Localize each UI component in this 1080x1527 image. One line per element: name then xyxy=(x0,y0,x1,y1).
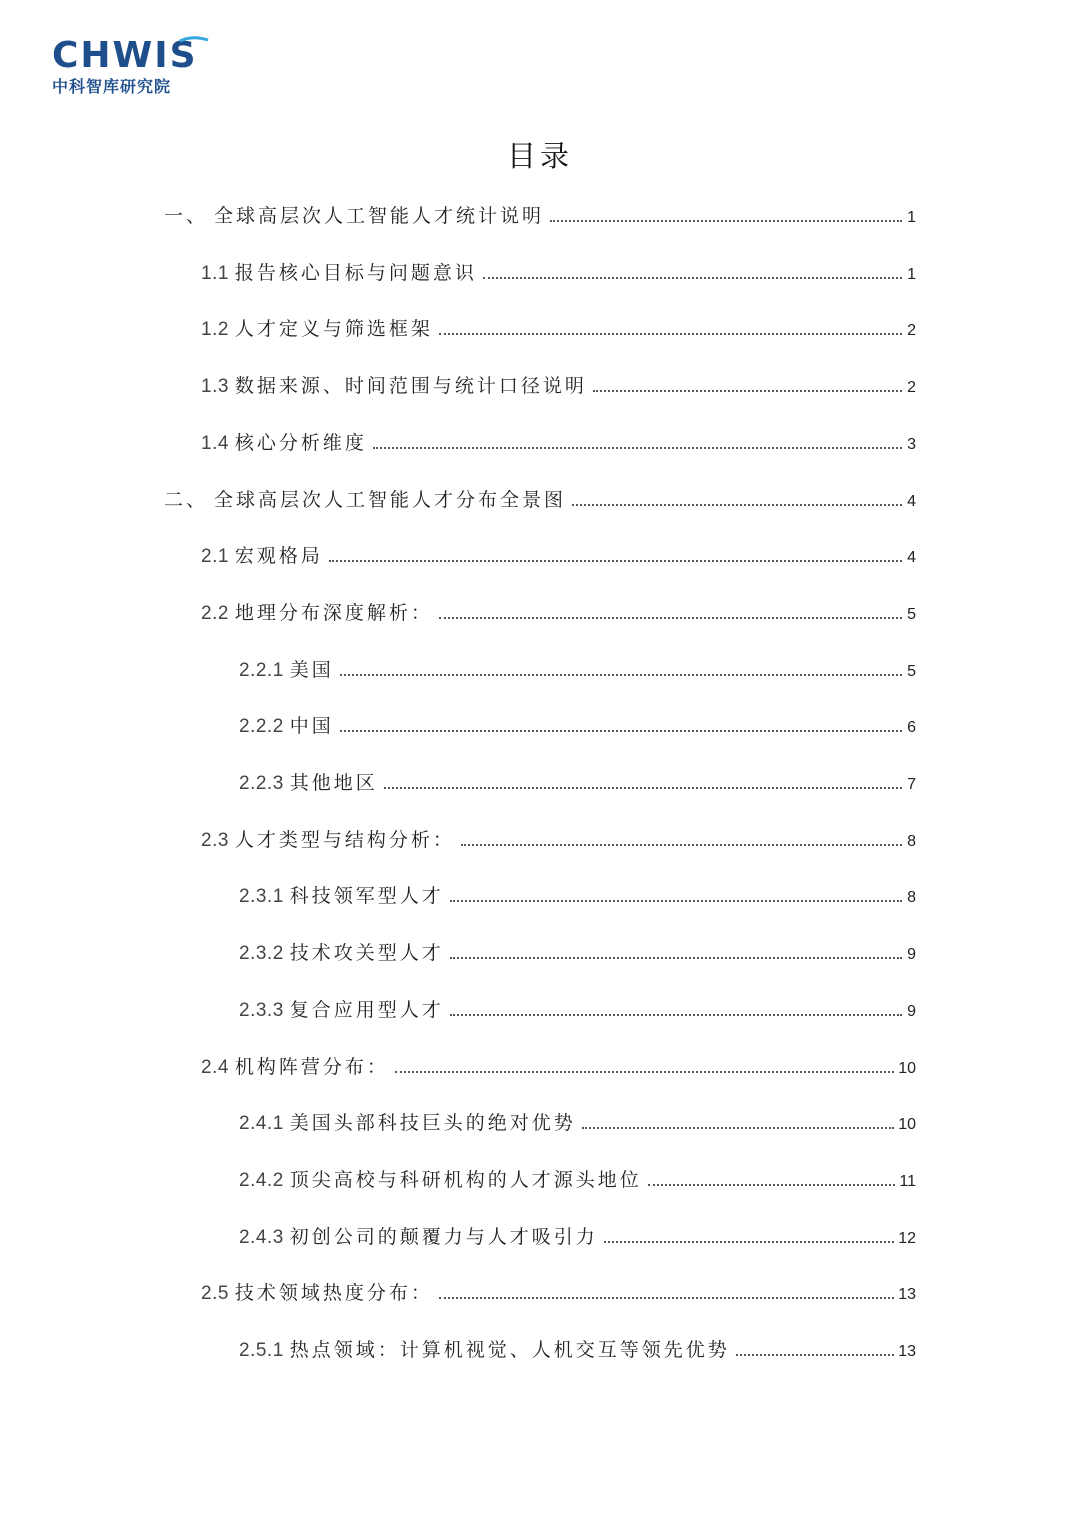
toc-entry-text: 技术领域热度分布： xyxy=(234,1282,433,1305)
toc-entry-number: 2.2.1 xyxy=(239,659,284,681)
toc-dot-leader xyxy=(439,333,902,335)
toc-entry-label xyxy=(201,1278,433,1305)
toc-page-number: 9 xyxy=(907,1002,916,1020)
toc-entry-text: 美国头部科技巨头的绝对优势 xyxy=(289,1112,576,1135)
toc-page-number: 4 xyxy=(907,549,916,567)
toc-entry-label xyxy=(201,314,433,341)
toc-page-number: 11 xyxy=(899,1172,916,1190)
toc-entry-text: 全球高层次人工智能人才统计说明 xyxy=(214,205,545,227)
toc-entry-number: 2.3.3 xyxy=(239,999,284,1021)
toc-entry-text: 核心分析维度 xyxy=(234,431,367,454)
toc-page-number: 3 xyxy=(907,435,916,453)
toc-entry[interactable] xyxy=(201,1049,916,1079)
toc-entry-number: 1.2 xyxy=(201,319,229,341)
toc-entry[interactable] xyxy=(201,368,916,398)
toc-entry-number: 2.4.2 xyxy=(239,1169,284,1191)
toc-page-number: 2 xyxy=(907,322,916,340)
logo-subtitle: 中科智库研究院 xyxy=(52,77,172,96)
toc-dot-leader xyxy=(582,1127,894,1129)
toc-entry-number: 2.3 xyxy=(201,829,229,851)
toc-entry[interactable] xyxy=(239,1162,916,1192)
toc-page-number: 9 xyxy=(907,946,916,964)
toc-entry-number: 2.4.1 xyxy=(239,1113,284,1135)
toc-page-number: 12 xyxy=(898,1229,916,1247)
toc-entry-text: 美国 xyxy=(289,658,334,681)
toc-entry[interactable] xyxy=(201,1275,916,1305)
toc-entry-label xyxy=(239,881,444,908)
toc-page-number: 1 xyxy=(907,265,916,283)
toc-entry-text: 机构阵营分布： xyxy=(234,1055,389,1078)
toc-entry[interactable] xyxy=(164,482,916,512)
toc-entry-label xyxy=(201,371,587,398)
toc-entry[interactable] xyxy=(201,425,916,455)
toc-dot-leader xyxy=(648,1184,896,1186)
toc-dot-leader xyxy=(572,504,902,506)
toc-entry[interactable] xyxy=(201,595,916,625)
toc-dot-leader xyxy=(450,957,902,959)
toc-dot-leader xyxy=(395,1071,894,1073)
toc-entry-label xyxy=(239,1108,576,1135)
toc-page-number: 5 xyxy=(907,662,916,680)
chwis-logo-icon xyxy=(52,36,222,72)
toc-dot-leader xyxy=(384,787,902,789)
toc-entry-label xyxy=(239,711,334,738)
toc-entry-label xyxy=(164,485,566,512)
toc-page-number: 4 xyxy=(907,492,916,510)
toc-entry-label xyxy=(201,541,323,568)
toc-page-number: 2 xyxy=(907,379,916,397)
toc-entry[interactable] xyxy=(239,765,916,795)
toc-entry-number: 2.2.3 xyxy=(239,773,284,794)
toc-entry-number: 2.1 xyxy=(201,546,229,568)
toc-entry-text: 其他地区 xyxy=(289,772,378,794)
toc-entry-label xyxy=(201,428,367,455)
toc-page-number: 7 xyxy=(907,776,916,793)
toc-title: 目录 xyxy=(506,139,573,173)
toc-entry-number: 2.3.1 xyxy=(239,886,284,908)
toc-entry[interactable] xyxy=(201,538,916,568)
toc-entry-label xyxy=(239,768,378,795)
toc-page-number: 8 xyxy=(907,832,916,850)
toc-entry-text: 技术攻关型人才 xyxy=(289,942,444,965)
toc-entry-text: 报告核心目标与问题意识 xyxy=(234,261,477,284)
toc-entry[interactable] xyxy=(239,652,916,682)
toc-entry-label xyxy=(239,1335,730,1362)
toc-dot-leader xyxy=(736,1354,894,1356)
toc-page-number: 1 xyxy=(907,209,916,226)
toc-entry-label xyxy=(164,201,544,228)
toc-entry-number: 2.5.1 xyxy=(239,1340,284,1361)
toc-entry[interactable] xyxy=(201,255,916,285)
toc-entry-number: 1.3 xyxy=(201,376,229,398)
toc-entry[interactable] xyxy=(239,1105,916,1135)
toc-page-number: 8 xyxy=(907,889,916,907)
toc-page-number: 5 xyxy=(907,605,916,623)
toc-entry-text: 人才定义与筛选框架 xyxy=(234,318,433,341)
logo-wordmark: CHWIS xyxy=(52,36,198,72)
toc-entry-text: 初创公司的颠覆力与人才吸引力 xyxy=(289,1225,598,1248)
toc-dot-leader xyxy=(439,617,902,619)
toc-dot-leader xyxy=(461,844,902,846)
toc-page-number: 6 xyxy=(907,719,916,737)
toc-entry-text: 顶尖高校与科研机构的人才源头地位 xyxy=(289,1168,642,1191)
toc-entry-number: 1.1 xyxy=(201,262,229,284)
toc-entry-label xyxy=(239,1222,598,1249)
toc-dot-leader xyxy=(340,674,902,676)
toc-entry-label xyxy=(201,825,455,852)
toc-dot-leader xyxy=(329,560,902,562)
toc-dot-leader xyxy=(450,1014,902,1016)
toc-dot-leader xyxy=(439,1297,894,1299)
toc-entry-text: 宏观格局 xyxy=(234,545,323,568)
toc-entry-text: 热点领域：计算机视觉、人机交互等领先优势 xyxy=(289,1339,730,1361)
toc-dot-leader xyxy=(483,277,902,279)
toc-entry[interactable] xyxy=(239,878,916,908)
toc-entry-label xyxy=(201,258,477,285)
toc-entry[interactable] xyxy=(164,198,916,228)
toc-entry-text: 全球高层次人工智能人才分布全景图 xyxy=(214,488,567,511)
toc-dot-leader xyxy=(340,730,902,732)
toc-entry-number: 二、 xyxy=(164,488,209,511)
toc-entry-label xyxy=(239,1165,642,1192)
toc-entry-text: 数据来源、时间范围与统计口径说明 xyxy=(234,375,587,398)
toc-entry-number: 2.5 xyxy=(201,1283,229,1305)
toc-entry-text: 复合应用型人才 xyxy=(289,998,444,1021)
toc-entry-text: 人才类型与结构分析： xyxy=(234,828,455,851)
toc-entry-number: 2.4 xyxy=(201,1056,229,1078)
logo xyxy=(52,36,222,96)
toc-page-number: 13 xyxy=(898,1343,916,1360)
toc-dot-leader xyxy=(593,390,902,392)
toc-entry-text: 科技领军型人才 xyxy=(289,885,444,908)
toc-entry-label xyxy=(239,995,444,1022)
toc-dot-leader xyxy=(604,1241,894,1243)
toc-page-number: 10 xyxy=(898,1116,916,1134)
toc-entry[interactable] xyxy=(201,822,916,852)
toc-entry[interactable] xyxy=(201,311,916,341)
toc-entry[interactable] xyxy=(239,992,916,1022)
toc-entry-label xyxy=(201,1052,389,1079)
toc-page-number: 13 xyxy=(898,1286,916,1304)
toc-entry-number: 2.3.2 xyxy=(239,943,284,965)
toc-entry-number: 1.4 xyxy=(201,432,229,454)
toc-page-number: 10 xyxy=(898,1059,916,1077)
toc-entry-text: 地理分布深度解析： xyxy=(234,601,433,624)
toc-entry-number: 2.2.2 xyxy=(239,716,284,738)
toc-entry[interactable] xyxy=(239,1332,916,1362)
toc-dot-leader xyxy=(550,220,902,222)
toc-entry-number: 2.2 xyxy=(201,602,229,624)
toc-dot-leader xyxy=(373,447,902,449)
toc-entry[interactable] xyxy=(239,1219,916,1249)
toc-entry-label xyxy=(239,655,334,682)
toc-entry[interactable] xyxy=(239,935,916,965)
toc-entry-text: 中国 xyxy=(289,715,334,738)
toc-entry-number: 2.4.3 xyxy=(239,1226,284,1248)
toc-entry-label xyxy=(239,938,444,965)
toc-dot-leader xyxy=(450,900,902,902)
toc-entry-label xyxy=(201,598,433,625)
toc-entry-number: 一、 xyxy=(164,205,209,227)
toc-entry[interactable] xyxy=(239,708,916,738)
